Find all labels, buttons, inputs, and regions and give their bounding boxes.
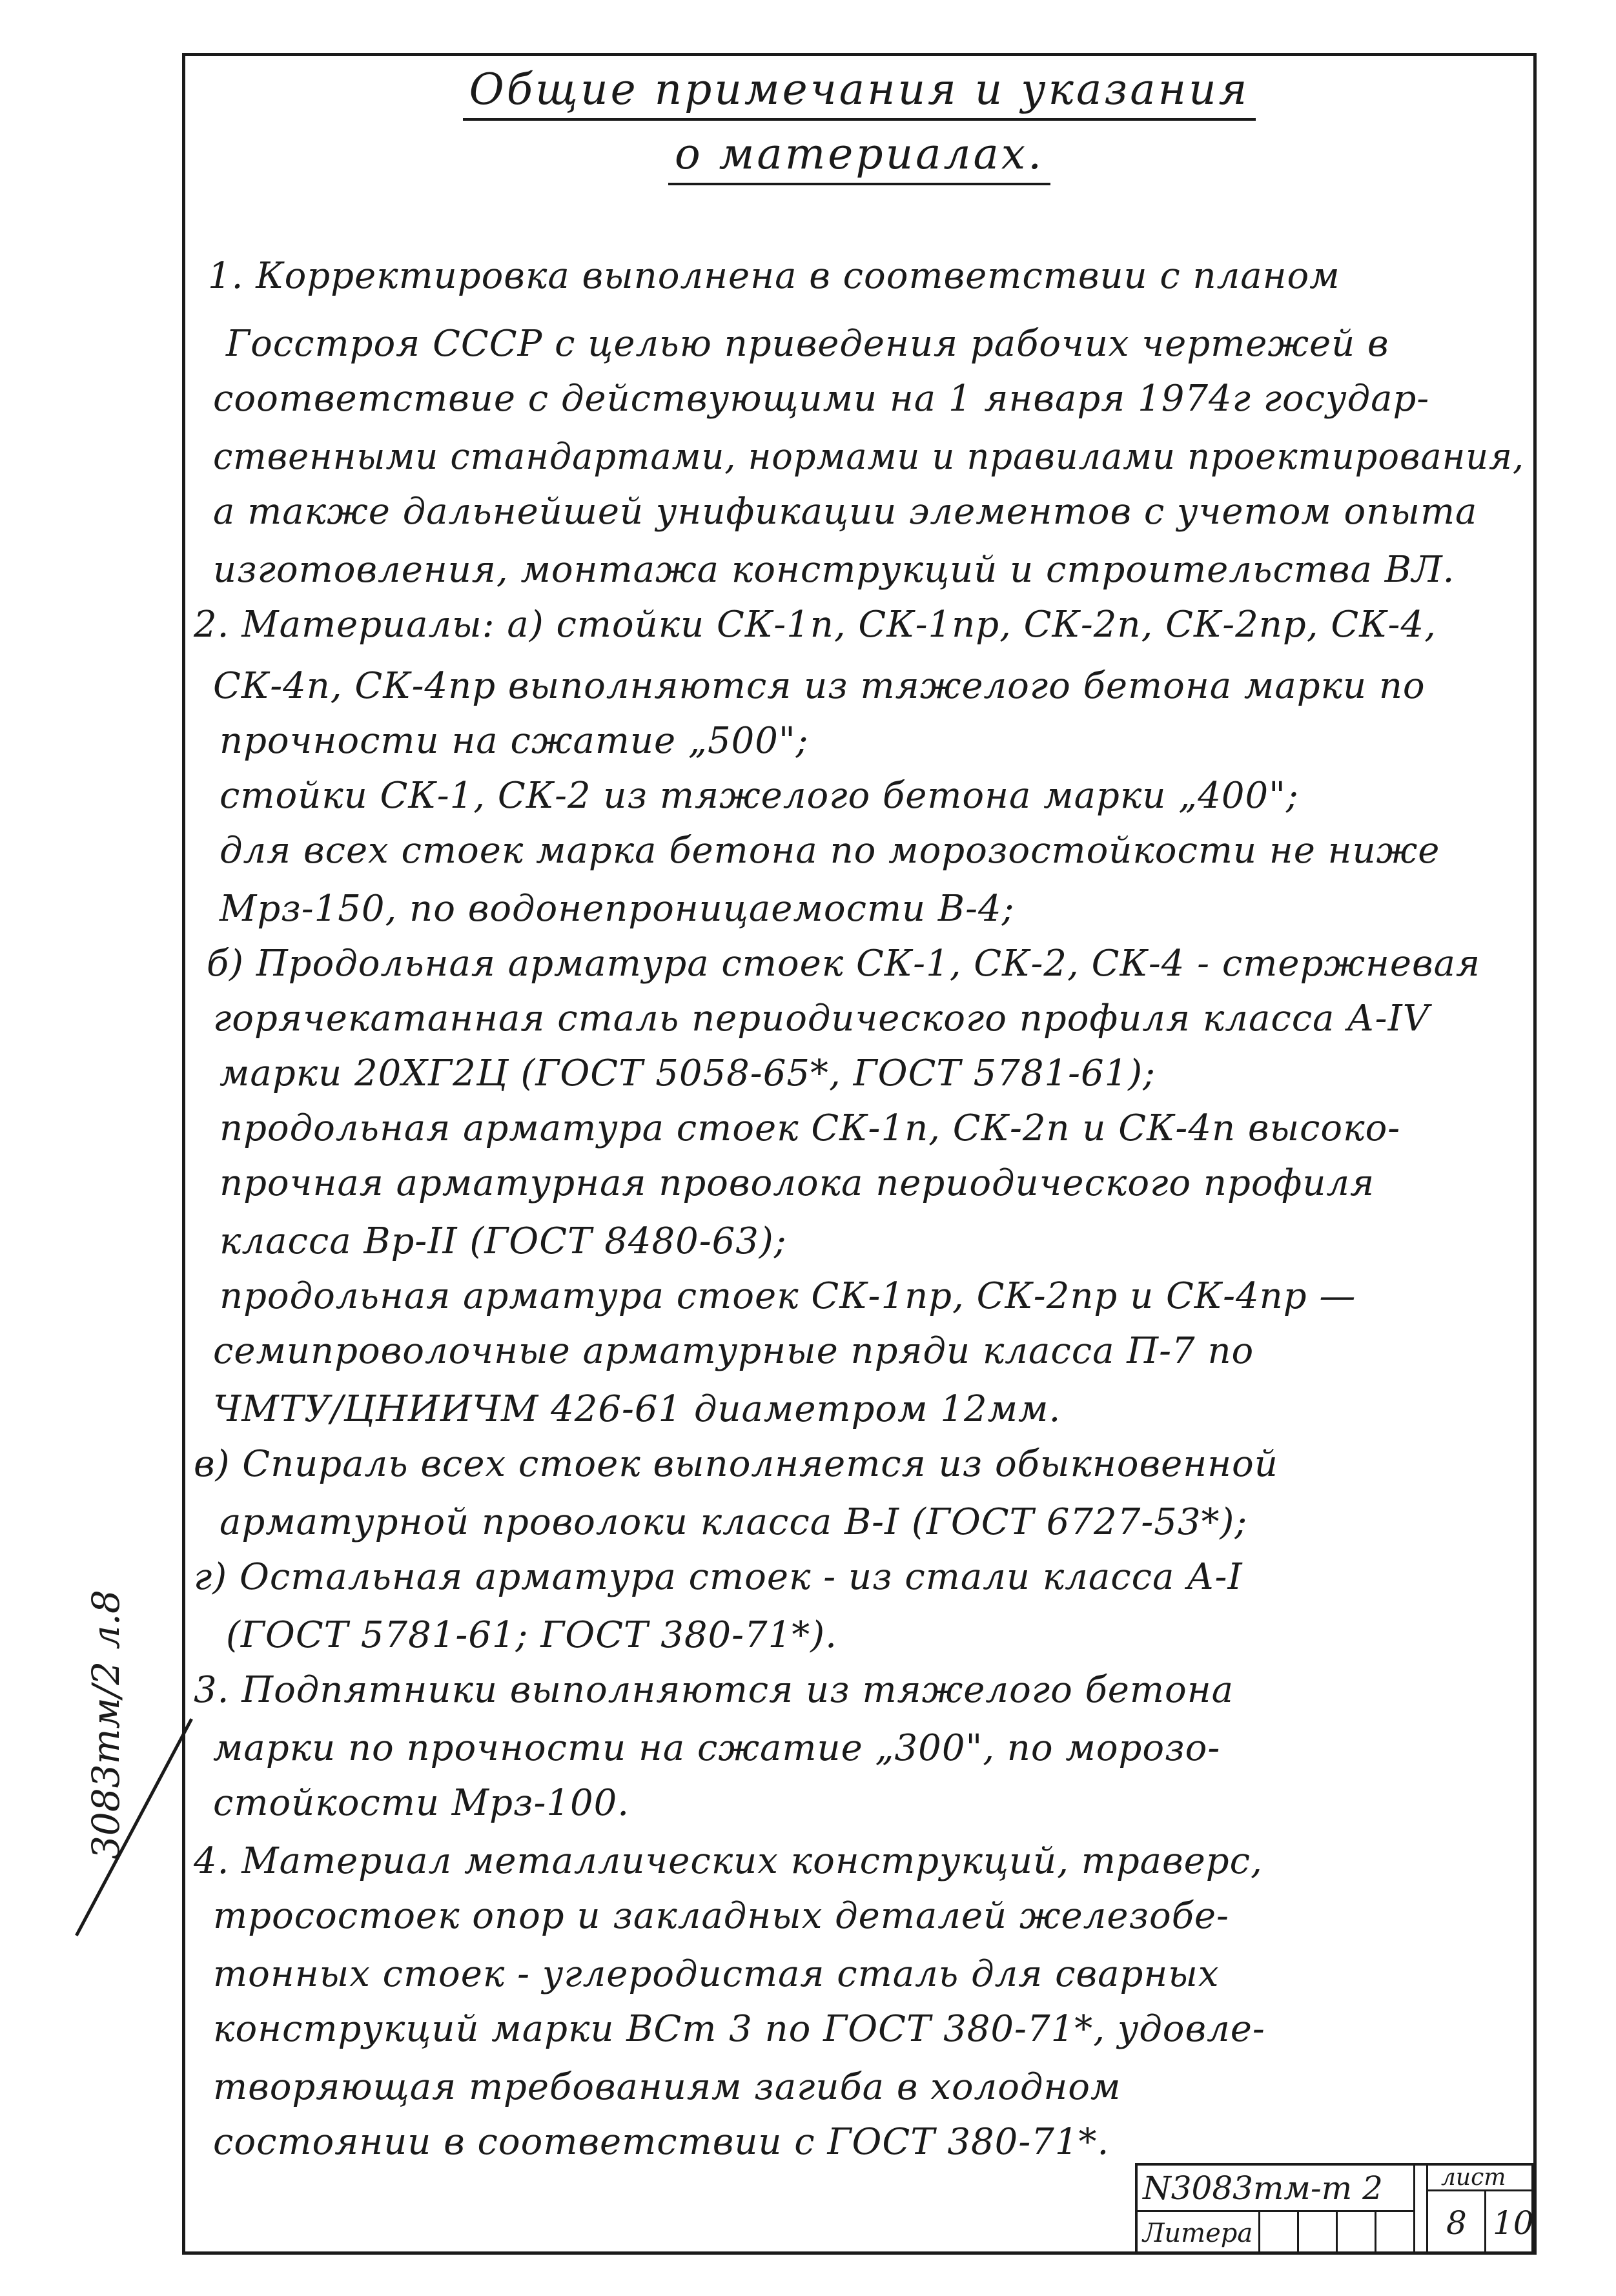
note-line: горячекатанная сталь периодического профиля класса А-IV xyxy=(213,998,1430,1040)
note-line: стойки СК-1, СК-2 из тяжелого бетона марки „400"; xyxy=(220,775,1299,817)
note-line: прочная арматурная проволока периодического профиля xyxy=(220,1162,1375,1204)
note-line: конструкций марки ВСт 3 по ГОСТ 380-71*, удовле- xyxy=(213,2008,1265,2050)
note-line: Госстроя СССР с целью приведения рабочих чертежей в xyxy=(226,323,1389,365)
stamp-litera-label-cell xyxy=(1138,2212,1260,2253)
stamp-litera-label: Литера xyxy=(1143,2219,1253,2248)
stamp-litera-cell-2 xyxy=(1299,2212,1338,2253)
note-line: соответствие с действующими на 1 января 1974г государ- xyxy=(213,378,1430,420)
note-line: ЧМТУ/ЦНИИЧМ 426-61 диаметром 12мм. xyxy=(213,1388,1061,1430)
stamp-doc-number-cell xyxy=(1138,2166,1415,2212)
note-line: а также дальнейшей унификации элементов с учетом опыта xyxy=(213,491,1478,533)
note-line: (ГОСТ 5781-61; ГОСТ 380-71*). xyxy=(226,1614,837,1656)
side-note: 3083тм/2 л.8 xyxy=(84,1590,128,1860)
note-line: 4. Материал металлических конструкций, траверс, xyxy=(194,1840,1263,1882)
note-line: б) Продольная арматура стоек СК-1, СК-2, СК-4 - стержневая xyxy=(207,943,1481,985)
stamp-litera-cell-4 xyxy=(1376,2212,1415,2253)
note-line: семипроволочные арматурные пряди класса П-7 по xyxy=(213,1330,1254,1372)
stamp-sheet-label-cell xyxy=(1428,2166,1533,2191)
note-line: тонных стоек - углеродистая сталь для сварных xyxy=(213,1953,1220,1995)
stamp-litera-cell-1 xyxy=(1260,2212,1299,2253)
title-line-2 xyxy=(182,129,1537,179)
note-line: 2. Материалы: а) стойки СК-1п, СК-1пр, СК-2п, СК-2пр, СК-4, xyxy=(194,604,1437,646)
note-line: 1. Корректировка выполнена в соответствии с планом xyxy=(208,255,1340,297)
note-line: для всех стоек марка бетона по морозостойкости не ниже xyxy=(220,830,1440,872)
note-line: стойкости Мрз-100. xyxy=(213,1782,630,1824)
note-line: марки по прочности на сжатие „300", по морозо- xyxy=(213,1727,1221,1769)
note-line: 3. Подпятники выполняются из тяжелого бетона xyxy=(194,1669,1234,1711)
note-line: марки 20ХГ2Ц (ГОСТ 5058-65*, ГОСТ 5781-61); xyxy=(220,1052,1156,1094)
title-text-2: о материалах. xyxy=(668,129,1050,185)
note-line: арматурной проволоки класса В-I (ГОСТ 6727-53*); xyxy=(220,1501,1248,1543)
stamp-sheet-cell xyxy=(1428,2191,1486,2253)
stamp-sheet-number: 8 xyxy=(1446,2204,1467,2242)
title-text-1: Общие примечания и указания xyxy=(463,65,1256,121)
note-line: г) Остальная арматура стоек - из стали класса А-I xyxy=(194,1556,1243,1598)
note-line: продольная арматура стоек СК-1пр, СК-2пр и СК-4пр — xyxy=(220,1275,1356,1317)
note-line: продольная арматура стоек СК-1п, СК-2п и СК-4п высоко- xyxy=(220,1107,1401,1149)
stamp-sheet-label: лист xyxy=(1441,2164,1506,2191)
note-line: состоянии в соответствии с ГОСТ 380-71*. xyxy=(213,2121,1110,2163)
stamp-doc-number: N3083тм-т 2 xyxy=(1143,2169,1383,2207)
note-line: творяющая требованиям загиба в холодном xyxy=(213,2066,1121,2108)
note-line: прочности на сжатие „500"; xyxy=(220,720,809,762)
note-line: тросостоек опор и закладных деталей железобе- xyxy=(213,1895,1229,1937)
note-line: изготовления, монтажа конструкций и строительства ВЛ. xyxy=(213,549,1455,591)
note-line: Мрз-150, по водонепроницаемости В-4; xyxy=(220,888,1015,930)
title-line-1 xyxy=(182,65,1537,114)
stamp-litera-cell-3 xyxy=(1338,2212,1376,2253)
title-block-stamp xyxy=(1135,2163,1533,2253)
stamp-sheets-total: 10 xyxy=(1493,2204,1534,2242)
note-line: в) Спираль всех стоек выполняется из обыкновенной xyxy=(194,1443,1278,1485)
note-line: ственными стандартами, нормами и правилами проектирования, xyxy=(213,436,1525,478)
stamp-sheets-total-cell xyxy=(1486,2191,1533,2253)
note-line: класса Вр-II (ГОСТ 8480-63); xyxy=(220,1220,787,1262)
note-line: СК-4п, СК-4пр выполняются из тяжелого бетона марки по xyxy=(213,665,1426,707)
stamp-gap xyxy=(1415,2166,1428,2253)
